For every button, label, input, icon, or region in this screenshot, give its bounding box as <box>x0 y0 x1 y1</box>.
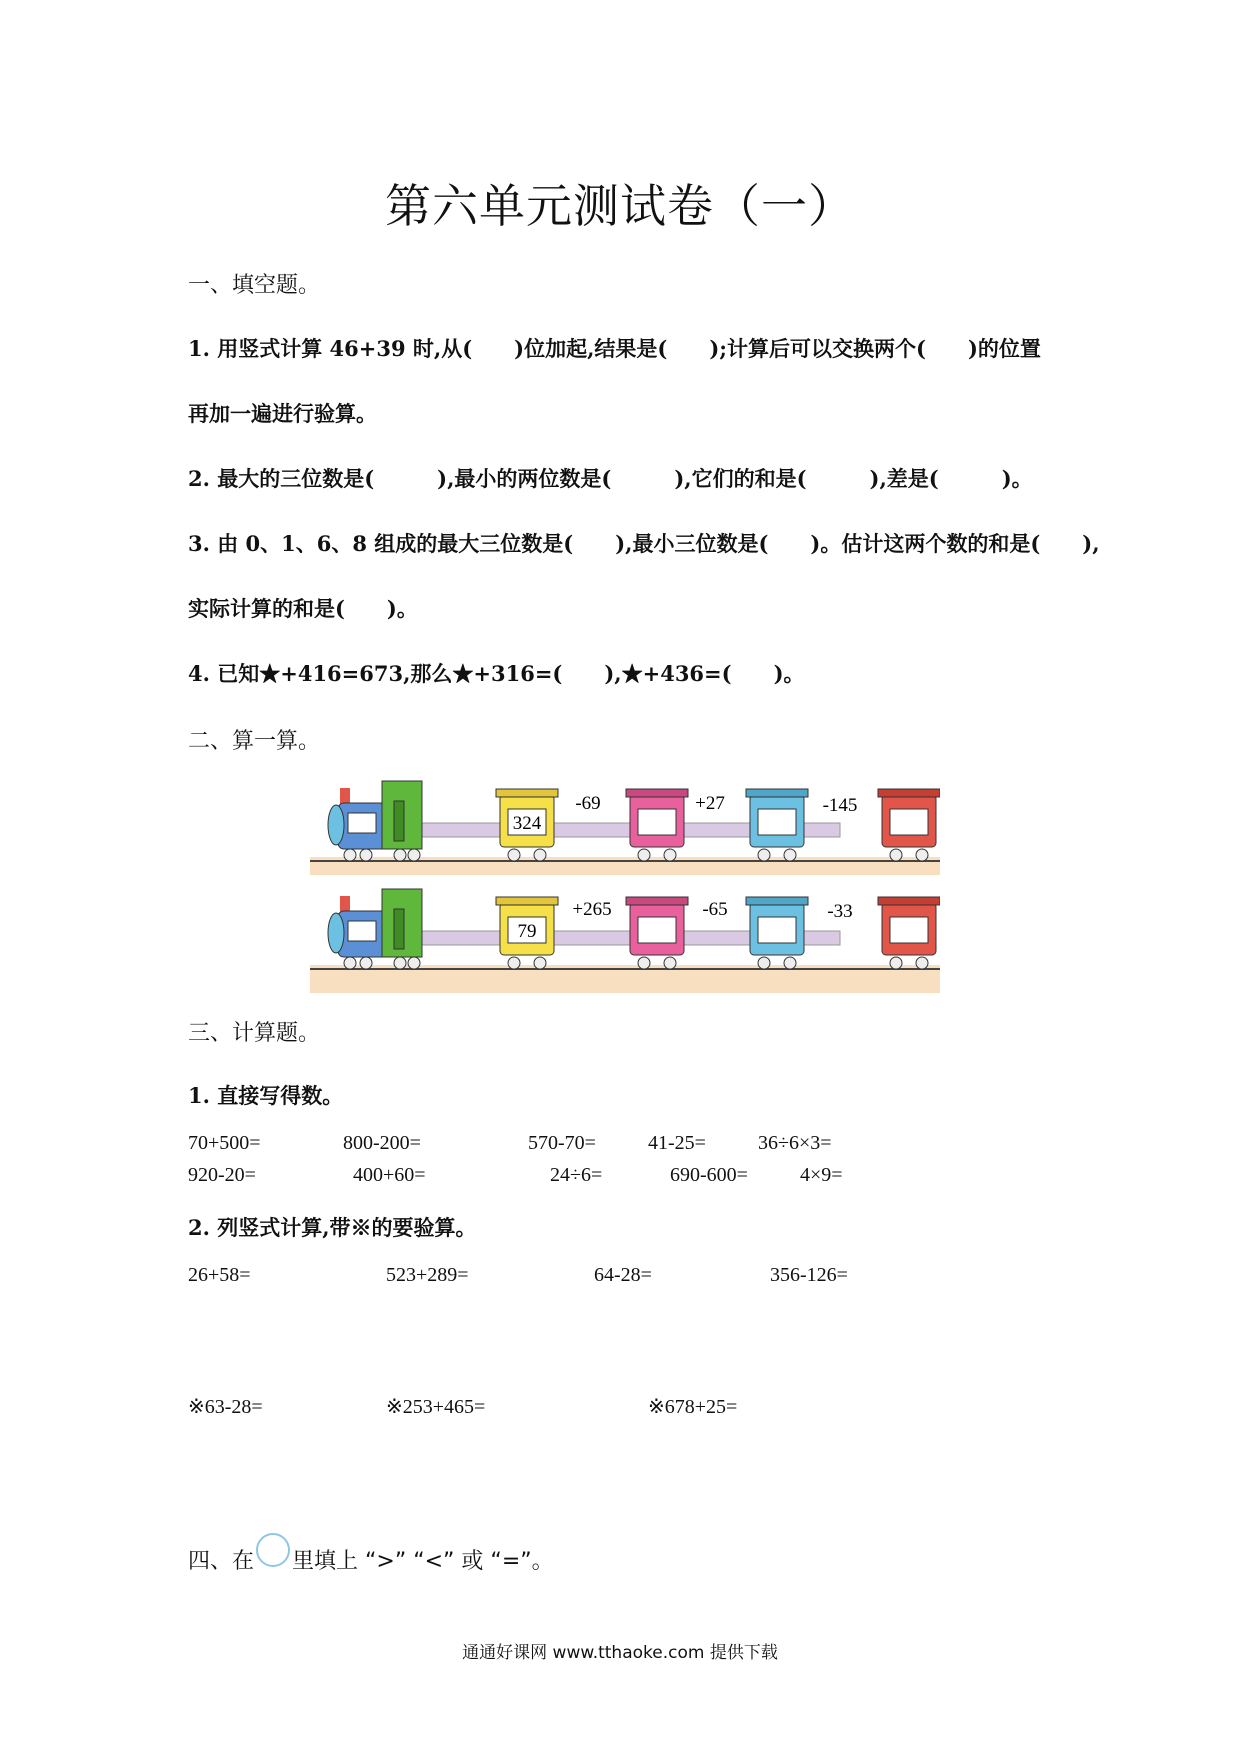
answer-box <box>758 917 796 943</box>
engine <box>328 889 422 969</box>
section-heading-fill-blank: 一、填空题。 <box>188 273 321 298</box>
car-pink <box>626 789 688 861</box>
car-red <box>878 897 940 969</box>
direct-calc-item: 41-25= <box>648 1132 706 1154</box>
operation-label: -69 <box>575 793 601 814</box>
ground-strip <box>310 857 940 875</box>
direct-calc-item: 800-200= <box>343 1132 421 1154</box>
operation-label: -145 <box>822 795 858 816</box>
question-1-line-1: 1. 用竖式计算 46+39 时,从( )位加起,结果是( );计算后可以交换两个( )的位置 <box>188 336 1041 361</box>
circle-icon <box>256 1533 290 1567</box>
question-3-line-2: 实际计算的和是( )。 <box>188 596 418 621</box>
direct-calc-item: 920-20= <box>188 1164 256 1186</box>
vertical-calc-item: ※253+465= <box>386 1396 486 1418</box>
start-number: 324 <box>512 813 542 834</box>
vertical-calc-item: 64-28= <box>594 1264 652 1286</box>
car-pink <box>626 897 688 969</box>
page-title: 第六单元测试卷（一） <box>385 179 855 233</box>
answer-box <box>638 809 676 835</box>
operation-label: +265 <box>572 899 612 920</box>
direct-calc-item: 690-600= <box>670 1164 748 1186</box>
answer-box <box>890 809 928 835</box>
direct-calc-item: 36÷6×3= <box>758 1132 832 1154</box>
operation-label: -33 <box>827 901 853 922</box>
question-1-line-2: 再加一遍进行验算。 <box>188 401 377 426</box>
engine <box>328 781 422 861</box>
question-3-line-1: 3. 由 0、1、6、8 组成的最大三位数是( ),最小三位数是( )。估计这两个数的和是( ), <box>188 531 1100 556</box>
answer-box <box>638 917 676 943</box>
section-heading-compare-prefix: 四、在 <box>188 1549 255 1574</box>
footer-text: 通通好课网 www.tthaoke.com 提供下载 <box>462 1643 778 1663</box>
car-yellow <box>496 897 558 969</box>
section-heading-compare-suffix: 里填上 “>” “<” 或 “=”。 <box>292 1549 554 1574</box>
direct-calc-item: 70+500= <box>188 1132 261 1154</box>
answer-box <box>758 809 796 835</box>
section-heading-calculate: 二、算一算。 <box>188 729 321 754</box>
train-2 <box>310 889 940 993</box>
vertical-calc-item: ※678+25= <box>648 1396 738 1418</box>
question-2: 2. 最大的三位数是( ),最小的两位数是( ),它们的和是( ),差是( )。 <box>188 466 1033 491</box>
car-cyan <box>746 789 808 861</box>
train-illustration <box>310 775 940 995</box>
car-cyan <box>746 897 808 969</box>
vertical-calc-item: 356-126= <box>770 1264 848 1286</box>
section-heading-computation: 三、计算题。 <box>188 1021 321 1046</box>
operation-label: +27 <box>695 793 725 814</box>
answer-box <box>890 917 928 943</box>
direct-calc-item: 24÷6= <box>550 1164 603 1186</box>
train-1 <box>310 781 940 875</box>
question-4: 4. 已知★+416=673,那么★+316=( ),★+436=( )。 <box>188 661 805 686</box>
direct-calc-item: 4×9= <box>800 1164 843 1186</box>
operation-label: -65 <box>702 899 728 920</box>
question-direct-title: 1. 直接写得数。 <box>188 1083 344 1108</box>
direct-calc-item: 570-70= <box>528 1132 596 1154</box>
vertical-calc-item: 523+289= <box>386 1264 469 1286</box>
question-vertical-title: 2. 列竖式计算,带※的要验算。 <box>188 1215 477 1240</box>
car-red <box>878 789 940 861</box>
start-number: 79 <box>517 921 537 942</box>
vertical-calc-item: ※63-28= <box>188 1396 263 1418</box>
vertical-calc-item: 26+58= <box>188 1264 251 1286</box>
direct-calc-item: 400+60= <box>353 1164 426 1186</box>
car-yellow <box>496 789 558 861</box>
